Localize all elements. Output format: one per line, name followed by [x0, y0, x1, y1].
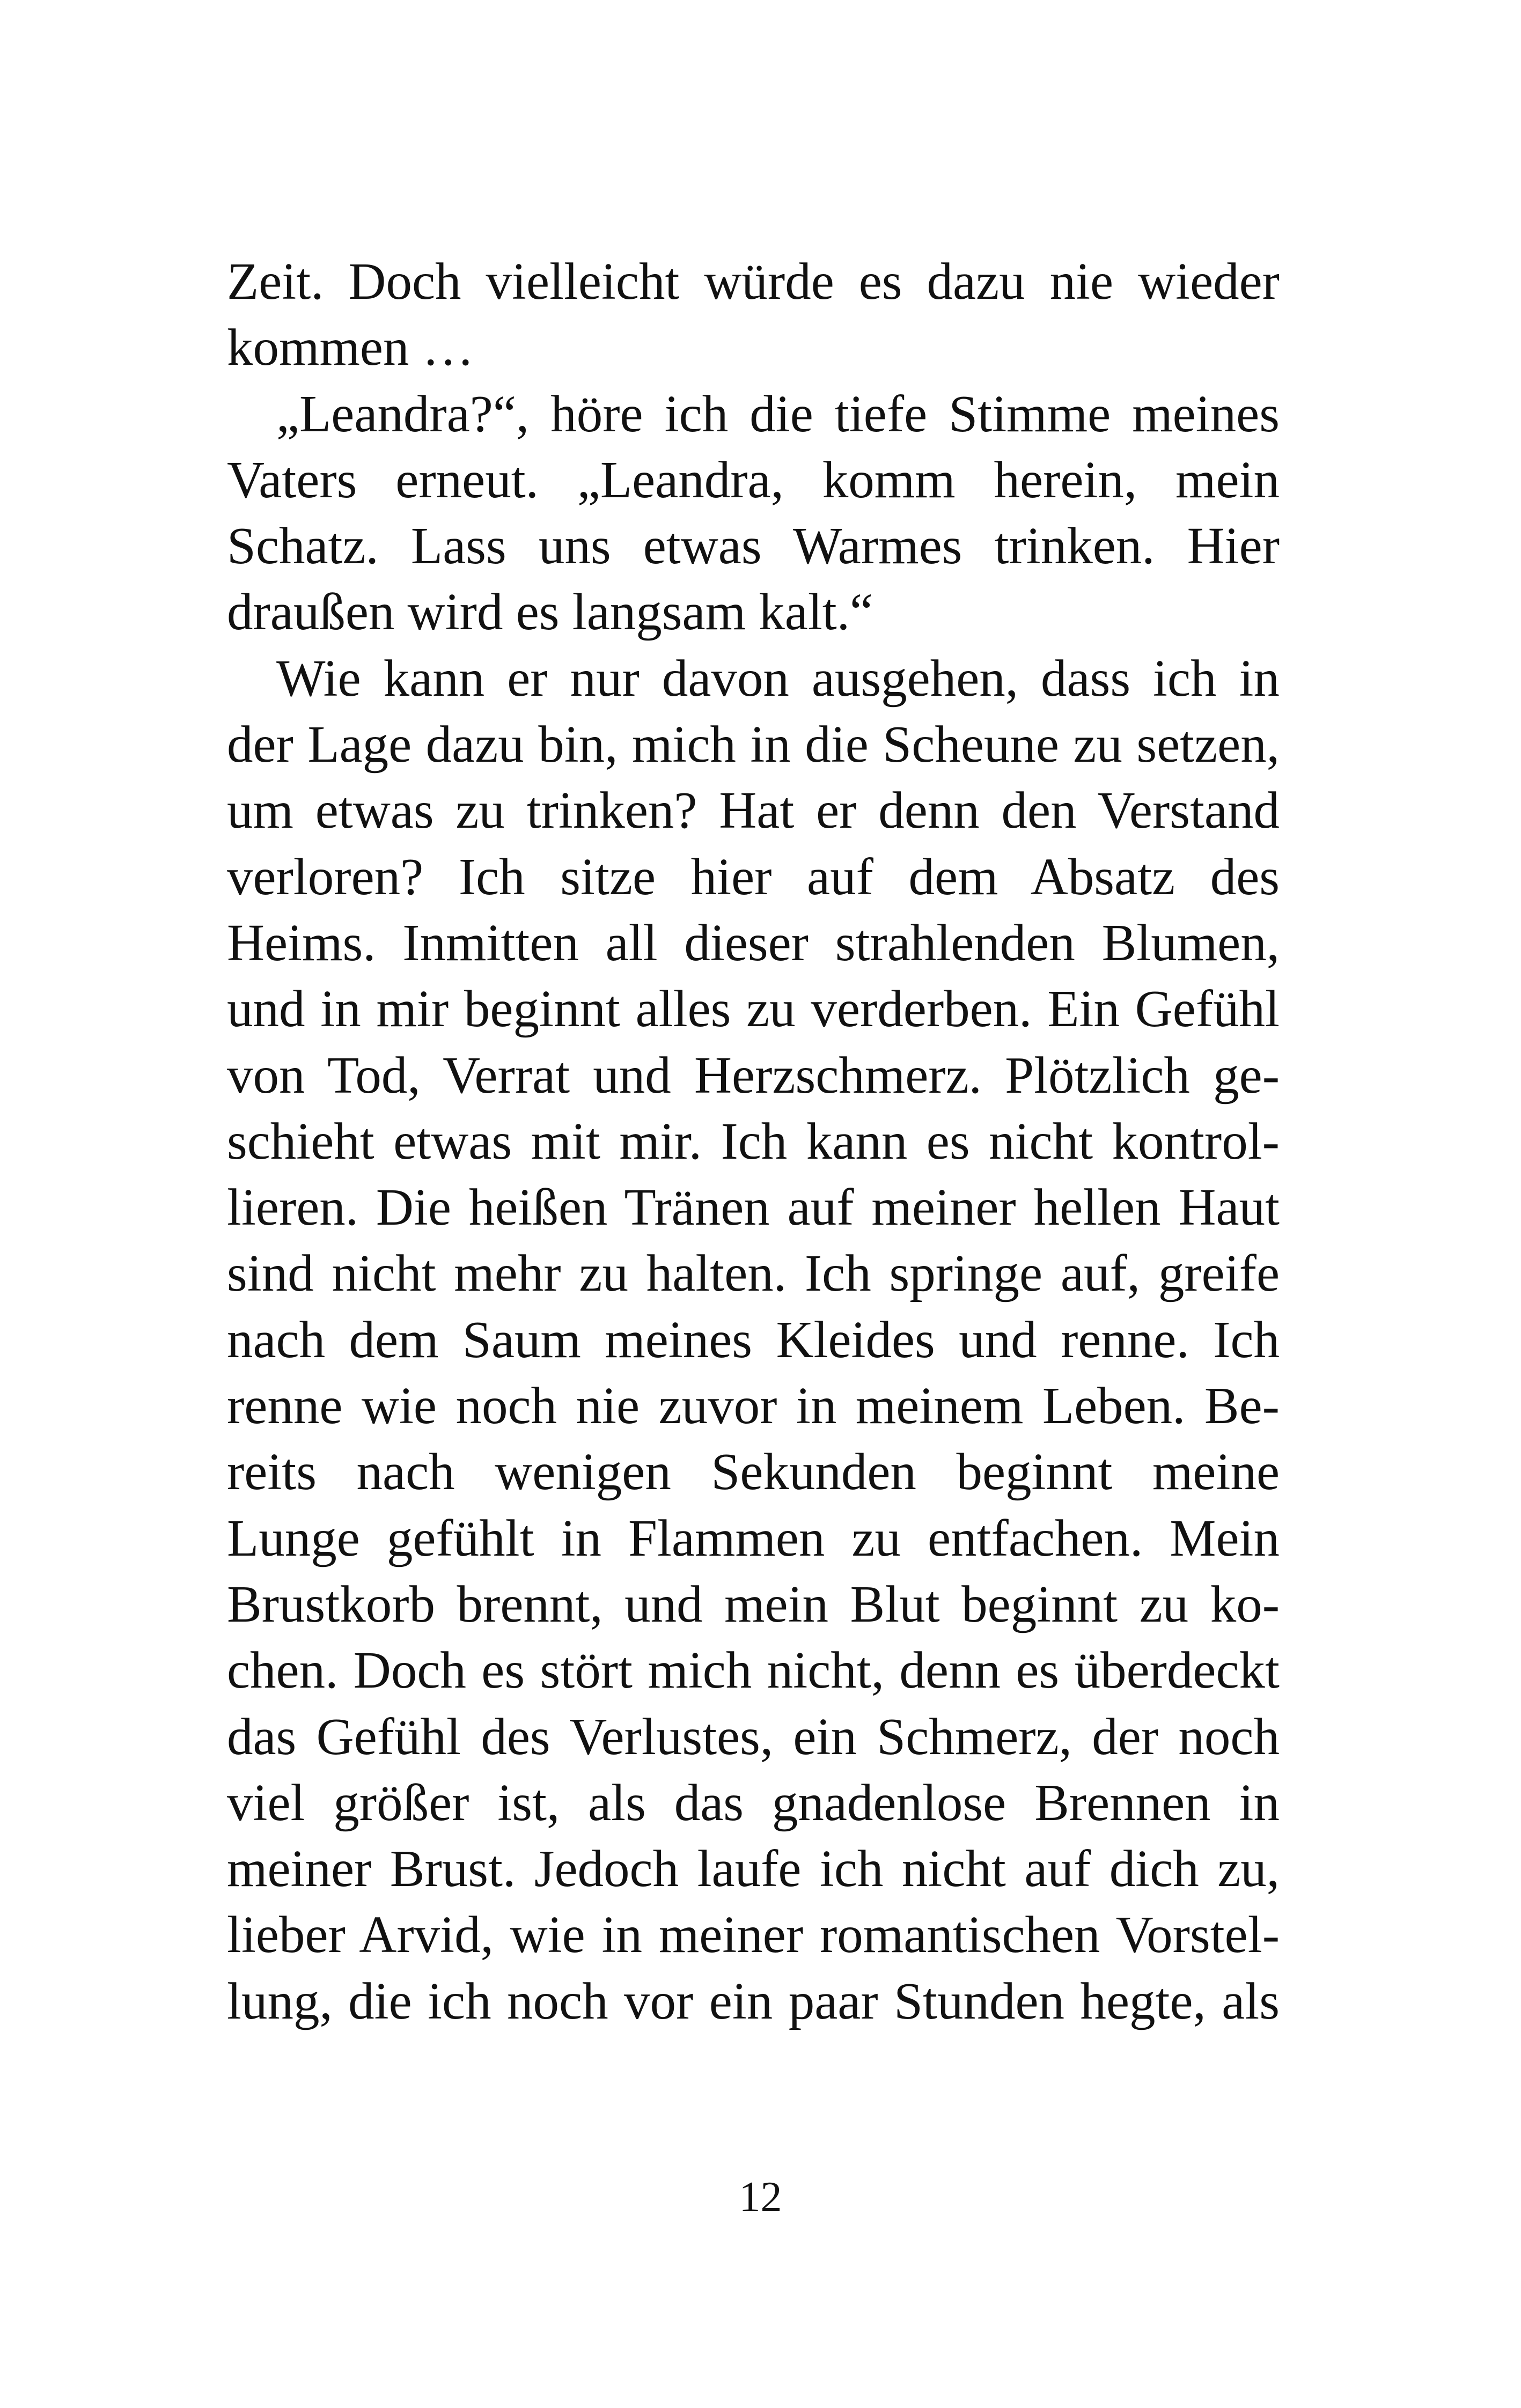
text-line: Zeit. Doch vielleicht würde es dazu nie wieder: [227, 253, 1280, 310]
text-line: das Gefühl des Verlustes, ein Schmerz, der noch: [227, 1707, 1280, 1765]
text-line: Schatz. Lass uns etwas Warmes trinken. Hier: [227, 517, 1280, 575]
text-line: draußen wird es langsam kalt.“: [227, 583, 873, 641]
text-line: renne wie noch nie zuvor in meinem Leben. Be-: [227, 1377, 1280, 1435]
body-text: [227, 248, 1280, 2034]
text-line: lieber Arvid, wie in meiner romantischen Vorstel-: [227, 1906, 1280, 1964]
text-line: Brustkorb brennt, und mein Blut beginnt zu ko-: [227, 1575, 1280, 1633]
text-line: viel größer ist, als das gnadenlose Brennen in: [227, 1773, 1280, 1831]
text-line: nach dem Saum meines Kleides und renne. Ich: [227, 1310, 1280, 1368]
text-line: schieht etwas mit mir. Ich kann es nicht kontrol-: [227, 1112, 1280, 1170]
text-line: lung, die ich noch vor ein paar Stunden hegte, als: [227, 1972, 1280, 2030]
text-line: sind nicht mehr zu halten. Ich springe auf, greife: [227, 1244, 1280, 1302]
text-line: um etwas zu trinken? Hat er denn den Verstand: [227, 782, 1280, 840]
text-line: meiner Brust. Jedoch laufe ich nicht auf dich zu,: [227, 1840, 1280, 1898]
paragraph-first-line: „Leandra?“, höre ich die tiefe Stimme meines: [276, 385, 1280, 443]
text-line: Vaters erneut. „Leandra, komm herein, mein: [227, 451, 1280, 509]
text-line: Heims. Inmitten all dieser strahlenden Blumen,: [227, 914, 1280, 971]
text-line: kommen …: [227, 319, 474, 377]
text-line: Lunge gefühlt in Flammen zu entfachen. Mein: [227, 1509, 1280, 1567]
paragraph-first-line: Wie kann er nur davon ausgehen, dass ich in: [276, 649, 1280, 707]
text-line: chen. Doch es stört mich nicht, denn es überdeckt: [227, 1641, 1280, 1699]
text-line: reits nach wenigen Sekunden beginnt meine: [227, 1443, 1280, 1501]
text-line: und in mir beginnt alles zu verderben. Ein Gefühl: [227, 980, 1280, 1038]
text-line: von Tod, Verrat und Herzschmerz. Plötzlich ge-: [227, 1046, 1280, 1104]
text-line: verloren? Ich sitze hier auf dem Absatz des: [227, 848, 1280, 905]
text-line: lieren. Die heißen Tränen auf meiner hellen Haut: [227, 1179, 1280, 1236]
page-number: 12: [739, 2174, 782, 2221]
text-line: der Lage dazu bin, mich in die Scheune zu setzen,: [227, 716, 1280, 774]
